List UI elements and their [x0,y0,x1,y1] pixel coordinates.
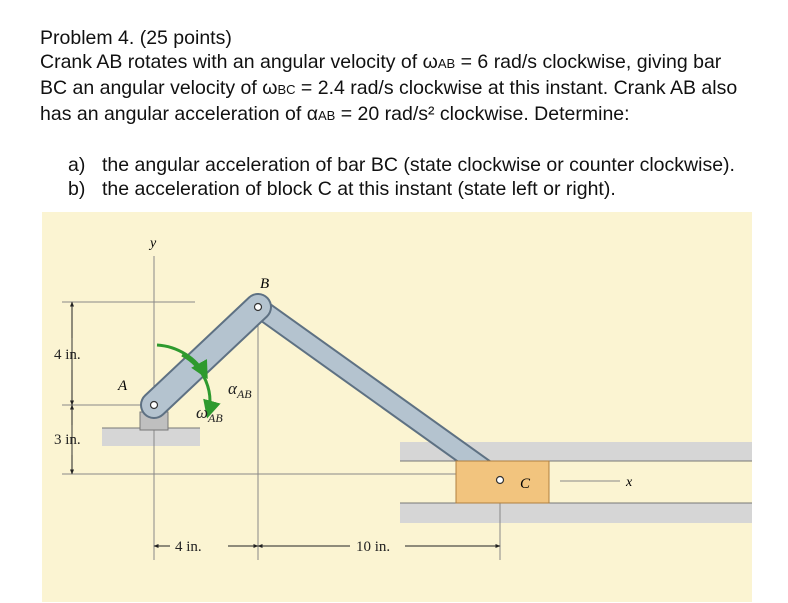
alpha-ab-label: $\alpha_{AB}$ [228,379,252,401]
pin-c [497,477,504,484]
dim-10in-horizontal: 10 in. [356,539,391,555]
x-axis-label: x [626,475,633,490]
dim-4in-vertical: 4 in. [54,347,81,363]
pin-b [255,304,262,311]
problem-title: Problem 4. (25 points) [40,27,232,49]
point-b-label: B [260,276,270,292]
omega-ab-label: $\omega_{AB}$ [196,403,223,425]
point-c-label: C [520,476,531,492]
dim-4in-horizontal: 4 in. [175,539,202,555]
y-axis-label: y [150,236,157,251]
question-b: b) the acceleration of block C at this instant (state left or right). [68,178,616,200]
problem-line-1: Crank AB rotates with an angular velocity of ωAB = 6 rad/s clockwise, giving bar [40,51,722,73]
dim-3in-vertical: 3 in. [54,432,81,448]
problem-line-3: has an angular acceleration of αAB = 20 rad/s² clockwise. Determine: [40,103,630,125]
question-a: a) the angular acceleration of bar BC (state clockwise or counter clockwise). [68,154,735,176]
pin-a [151,402,158,409]
ground-lower [400,503,752,523]
point-a-label: A [118,378,128,394]
ground-a [102,428,200,446]
problem-line-2: BC an angular velocity of ωBC = 2.4 rad/s clockwise at this instant. Crank AB also [40,77,738,99]
